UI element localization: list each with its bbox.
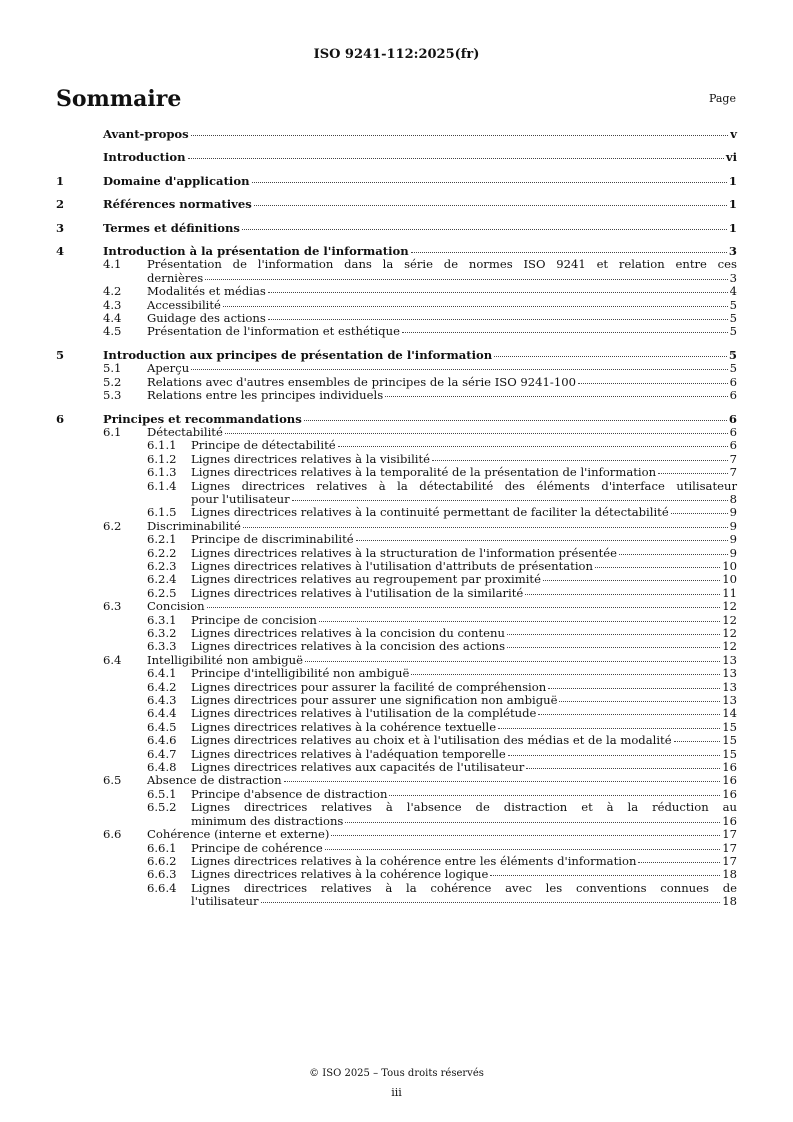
toc-dot-leader — [292, 500, 728, 501]
toc-entry-number: 6.1.4 — [147, 478, 177, 493]
toc-dot-leader — [526, 768, 720, 769]
toc-entry-title-continued: l'utilisateur — [191, 894, 259, 909]
toc-dot-leader — [223, 306, 728, 307]
toc-entry[interactable] — [56, 349, 737, 362]
toc-entry[interactable] — [56, 587, 737, 600]
toc-entry-number: 6.1.1 — [147, 438, 177, 453]
toc-entry[interactable] — [56, 175, 737, 188]
toc-dot-leader — [345, 822, 720, 823]
toc-entry[interactable] — [56, 312, 737, 325]
toc-entry-number: 5.3 — [103, 388, 122, 403]
toc-entry-title: Introduction à la présentation de l'information — [103, 244, 409, 259]
toc-entry-page: 12 — [722, 626, 737, 640]
toc-dot-leader — [268, 319, 728, 320]
toc-entry-page: 6 — [729, 374, 737, 389]
toc-dot-leader — [432, 460, 728, 461]
toc-dot-leader — [538, 714, 720, 715]
toc-dot-leader — [254, 205, 727, 206]
toc-entry-number: 6.6.1 — [147, 840, 177, 855]
toc-entry-number: 6.4.6 — [147, 733, 177, 748]
toc-entry-page: 13 — [722, 652, 737, 667]
toc-entry-title: Lignes directrices relatives à la structuration de l'information présentée — [191, 545, 617, 560]
toc-dot-leader — [331, 835, 720, 836]
toc-entry-number: 6.4.3 — [147, 693, 177, 708]
toc-dot-leader — [658, 473, 728, 474]
toc-entry-title: Références normatives — [103, 197, 252, 212]
toc-entry-title: Lignes directrices relatives à l'utilisation de la complétude — [191, 706, 537, 721]
toc-dot-leader — [508, 755, 720, 756]
toc-entry[interactable] — [56, 466, 737, 479]
toc-entry[interactable] — [56, 748, 737, 761]
toc-entry[interactable] — [56, 151, 737, 164]
page-title: Sommaire — [56, 86, 182, 112]
toc-entry-page: 6 — [729, 388, 737, 403]
toc-entry-title: Domaine d'application — [103, 173, 250, 188]
toc-entry-title: Introduction aux principes de présentation de l'information — [103, 347, 493, 362]
toc-entry-title: Principe d'absence de distraction — [191, 786, 388, 801]
toc-dot-leader — [252, 182, 727, 183]
toc-entry-page: 16 — [722, 760, 737, 775]
toc-dot-leader — [411, 674, 720, 675]
toc-dot-leader — [243, 527, 728, 528]
toc-entry-number: 6.4.4 — [147, 706, 177, 721]
toc-entry-page: 11 — [722, 585, 737, 600]
toc-entry-page: 5 — [729, 361, 737, 376]
toc-entry-title: Lignes directrices relatives à la concision des actions — [191, 639, 506, 654]
toc-entry-page: 13 — [722, 679, 737, 694]
toc-entry[interactable] — [56, 245, 737, 258]
toc-dot-leader — [402, 332, 728, 333]
toc-entry-page: 8 — [729, 491, 737, 506]
toc-entry-title: Lignes directrices relatives à la détectabilité des éléments d'interface utilisateur — [191, 478, 737, 493]
toc-entry-page: 18 — [722, 867, 737, 882]
toc-entry[interactable] — [56, 627, 737, 640]
toc-entry-page: 10 — [722, 558, 737, 573]
toc-entry-title: Principe de concision — [191, 612, 317, 627]
toc-entry-number: 6.3 — [103, 599, 122, 614]
toc-entry-page: 3 — [728, 244, 737, 259]
toc-entry[interactable] — [56, 362, 737, 375]
page-number: iii — [391, 1086, 402, 1099]
toc-entry-page: 9 — [729, 505, 737, 520]
toc-entry-title-continued: pour l'utilisateur — [191, 491, 290, 506]
toc-entry-number: 6.4.5 — [147, 719, 177, 734]
toc-entry-number: 6.2.5 — [147, 585, 177, 600]
toc-dot-leader — [188, 158, 724, 159]
toc-entry-page: 9 — [729, 545, 737, 560]
toc-entry-number: 6.6.3 — [147, 867, 177, 882]
toc-entry-title-continued: dernières — [147, 270, 204, 285]
toc-dot-leader — [638, 862, 720, 863]
toc-entry-title: Lignes directrices pour assurer une signification non ambiguë — [191, 693, 558, 708]
toc-entry-number: 6.1 — [103, 424, 122, 439]
toc-entry-title: Relations entre les principes individuels — [147, 388, 384, 403]
toc-entry-number: 4.1 — [103, 257, 122, 272]
toc-entry-title: Cohérence (interne et externe) — [147, 827, 330, 842]
toc-entry-title: Lignes directrices relatives à la concision du contenu — [191, 626, 505, 640]
toc-entry[interactable] — [56, 325, 737, 338]
toc-entry-page: 13 — [722, 666, 737, 681]
toc-entry-title: Aperçu — [147, 361, 190, 376]
toc-entry-title: Lignes directrices relatives à la temporalité de la présentation de l'information — [191, 465, 657, 480]
toc-entry-title: Présentation de l'information et esthétique — [147, 324, 400, 339]
toc-entry-title: Principe de discriminabilité — [191, 532, 354, 547]
toc-entry-page: 14 — [722, 706, 737, 721]
toc-dot-leader — [268, 292, 728, 293]
toc-entry-number: 6.3.3 — [147, 639, 177, 654]
toc-entry[interactable] — [56, 774, 737, 787]
toc-entry[interactable] — [56, 376, 737, 389]
toc-entry[interactable] — [56, 801, 737, 828]
toc-entry[interactable] — [56, 299, 737, 312]
toc-entry-number: 6.4 — [103, 652, 122, 667]
toc-entry-page: v — [730, 127, 737, 141]
toc-entry-title: Avant-propos — [103, 127, 189, 141]
toc-dot-leader — [191, 369, 727, 370]
toc-entry-number: 6.4.2 — [147, 679, 177, 694]
toc-entry[interactable] — [56, 721, 737, 734]
toc-dot-leader — [205, 279, 727, 280]
toc-entry-page: 17 — [722, 840, 737, 855]
toc-entry-number: 6.2.2 — [147, 545, 177, 560]
toc-entry-number: 6.2 — [103, 518, 122, 533]
toc-entry-page: 3 — [729, 270, 737, 285]
toc-entry-number: 6.2.4 — [147, 572, 177, 587]
toc-entry[interactable] — [56, 761, 737, 774]
toc-dot-leader — [543, 580, 720, 581]
toc-entry-title: Principe de détectabilité — [191, 438, 336, 453]
toc-entry[interactable] — [56, 640, 737, 653]
toc-dot-leader — [548, 688, 720, 689]
toc-entry[interactable] — [56, 855, 737, 868]
toc-dot-leader — [411, 252, 727, 253]
toc-entry[interactable] — [56, 654, 737, 667]
copyright-footer: © ISO 2025 – Tous droits réservés — [309, 1068, 484, 1079]
toc-entry-title: Lignes directrices relatives à l'utilisation d'attributs de présentation — [191, 558, 593, 573]
toc-entry[interactable] — [56, 258, 737, 285]
toc-entry[interactable] — [56, 222, 737, 235]
toc-entry-number: 6.4.1 — [147, 666, 177, 681]
toc-entry-number: 6.4.7 — [147, 746, 177, 761]
toc-entry[interactable] — [56, 506, 737, 519]
toc-entry-number: 6.1.2 — [147, 451, 177, 466]
toc-entry-number: 2 — [56, 197, 65, 212]
toc-entry-number: 6.5 — [103, 773, 122, 788]
toc-entry-number: 6.3.2 — [147, 626, 177, 640]
toc-dot-leader — [389, 795, 720, 796]
toc-entry[interactable] — [56, 882, 737, 909]
toc-entry-number: 6.2.3 — [147, 558, 177, 573]
toc-entry-page: 1 — [728, 173, 737, 188]
toc-entry-page: 16 — [722, 813, 737, 828]
toc-dot-leader — [319, 621, 720, 622]
toc-entry[interactable] — [56, 520, 737, 533]
toc-entry-number: 6.1.5 — [147, 505, 177, 520]
toc-dot-leader — [356, 540, 728, 541]
toc-entry-title: Lignes directrices relatives à l'adéquation temporelle — [191, 746, 506, 761]
toc-entry-page: 13 — [722, 693, 737, 708]
toc-entry[interactable] — [56, 480, 737, 507]
toc-entry-number: 4 — [56, 244, 65, 259]
toc-entry-title: Présentation de l'information dans la série de normes ISO 9241 et relation entre ces — [147, 257, 737, 272]
toc-entry-title: Termes et définitions — [103, 220, 240, 235]
toc-entry[interactable] — [56, 533, 737, 546]
toc-entry-title: Lignes directrices relatives à l'utilisation de la similarité — [191, 585, 524, 600]
toc-dot-leader — [284, 781, 721, 782]
toc-entry[interactable] — [56, 560, 737, 573]
toc-dot-leader — [305, 661, 720, 662]
toc-entry[interactable] — [56, 614, 737, 627]
toc-entry-number: 4.3 — [103, 297, 122, 312]
toc-entry-title: Lignes directrices relatives à l'absence de distraction et à la réduction au — [191, 800, 737, 815]
toc-entry-number: 4.2 — [103, 284, 122, 299]
toc-entry-page: 4 — [729, 284, 737, 299]
toc-entry[interactable] — [56, 828, 737, 841]
toc-entry-page: 17 — [722, 827, 737, 842]
toc-entry[interactable] — [56, 198, 737, 211]
toc-entry-page: 17 — [722, 853, 737, 868]
toc-dot-leader — [207, 607, 721, 608]
toc-entry-title: Concision — [147, 599, 205, 614]
toc-entry-page: 12 — [722, 612, 737, 627]
toc-dot-leader — [385, 396, 727, 397]
toc-entry-page: 15 — [722, 746, 737, 761]
toc-entry-number: 6.6 — [103, 827, 122, 842]
toc-dot-leader — [494, 356, 727, 357]
toc-dot-leader — [559, 701, 720, 702]
toc-entry-number: 6.6.2 — [147, 853, 177, 868]
table-of-contents — [56, 128, 737, 909]
toc-entry[interactable] — [56, 600, 737, 613]
toc-dot-leader — [525, 594, 720, 595]
toc-entry[interactable] — [56, 547, 737, 560]
toc-entry-page: 9 — [729, 518, 737, 533]
toc-entry-page: 9 — [729, 532, 737, 547]
toc-entry-page: 7 — [729, 465, 737, 480]
toc-entry-number: 5.1 — [103, 361, 122, 376]
toc-dot-leader — [671, 513, 728, 514]
toc-entry-page: 15 — [722, 733, 737, 748]
toc-entry-number: 6.4.8 — [147, 760, 177, 775]
toc-entry-title: Principe d'intelligibilité non ambiguë — [191, 666, 410, 681]
toc-entry-title: Modalités et médias — [147, 284, 266, 299]
toc-entry-title: Lignes directrices relatives au choix et à l'utilisation des médias et de la modalité — [191, 733, 672, 748]
toc-dot-leader — [338, 446, 728, 447]
toc-dot-leader — [225, 433, 728, 434]
toc-entry-title: Lignes directrices relatives au regroupement par proximité — [191, 572, 541, 587]
toc-entry[interactable] — [56, 667, 737, 680]
toc-dot-leader — [507, 634, 720, 635]
toc-entry-title: Lignes directrices relatives à la cohérence entre les éléments d'information — [191, 853, 637, 868]
toc-entry-title: Lignes directrices relatives à la cohérence textuelle — [191, 719, 497, 734]
toc-entry-page: 6 — [728, 411, 737, 426]
toc-entry-number: 6.5.1 — [147, 786, 177, 801]
toc-dot-leader — [498, 728, 720, 729]
toc-entry-title: Lignes directrices relatives aux capacités de l'utilisateur — [191, 760, 525, 775]
toc-dot-leader — [619, 554, 728, 555]
toc-entry-page: 16 — [722, 773, 737, 788]
toc-entry-number: 5 — [56, 347, 65, 362]
toc-entry[interactable] — [56, 389, 737, 402]
toc-entry-number: 1 — [56, 173, 65, 188]
toc-entry-number: 3 — [56, 220, 65, 235]
toc-entry[interactable] — [56, 681, 737, 694]
toc-entry-title: Détectabilité — [147, 424, 223, 439]
toc-entry-title: Guidage des actions — [147, 311, 266, 326]
toc-entry-title: Accessibilité — [147, 297, 221, 312]
toc-entry[interactable] — [56, 573, 737, 586]
toc-entry[interactable] — [56, 285, 737, 298]
toc-dot-leader — [507, 647, 720, 648]
toc-entry-number: 5.2 — [103, 374, 122, 389]
toc-entry-page: 16 — [722, 786, 737, 801]
toc-entry-page: 18 — [722, 894, 737, 909]
toc-entry-number: 6.2.1 — [147, 532, 177, 547]
toc-entry-number: 6 — [56, 411, 65, 426]
toc-entry-title: Principe de cohérence — [191, 840, 323, 855]
toc-dot-leader — [595, 567, 720, 568]
toc-entry-page: 7 — [729, 451, 737, 466]
toc-entry-page: 12 — [722, 599, 737, 614]
toc-entry[interactable] — [56, 868, 737, 881]
toc-entry-page: 1 — [728, 197, 737, 212]
toc-entry[interactable] — [56, 694, 737, 707]
toc-entry[interactable] — [56, 788, 737, 801]
toc-entry-title: Relations avec d'autres ensembles de principes de la série ISO 9241-100 — [147, 374, 576, 389]
toc-entry[interactable] — [56, 842, 737, 855]
toc-dot-leader — [261, 902, 721, 903]
page-column-label: Page — [708, 92, 736, 105]
toc-dot-leader — [191, 135, 729, 136]
toc-entry-page: 5 — [728, 347, 737, 362]
toc-entry-number: 6.3.1 — [147, 612, 177, 627]
toc-entry-page: 1 — [728, 220, 737, 235]
toc-entry-title: Lignes directrices relatives à la cohérence avec les conventions connues de — [191, 880, 737, 895]
toc-entry[interactable] — [56, 426, 737, 439]
toc-entry-title: Absence de distraction — [147, 773, 282, 788]
toc-entry-title: Lignes directrices relatives à la continuité permettant de faciliter la détectabilité — [191, 505, 669, 520]
toc-entry-title: Intelligibilité non ambiguë — [147, 652, 303, 667]
toc-dot-leader — [490, 875, 720, 876]
toc-entry-number: 4.5 — [103, 324, 122, 339]
toc-entry-title: Introduction — [103, 150, 186, 165]
toc-entry-title: Lignes directrices relatives à la cohérence logique — [191, 867, 489, 882]
toc-entry[interactable] — [56, 453, 737, 466]
toc-entry-page: 15 — [722, 719, 737, 734]
document-id-header: ISO 9241-112:2025(fr) — [313, 47, 480, 62]
toc-entry-number: 6.1.3 — [147, 465, 177, 480]
toc-entry-page: 5 — [729, 311, 737, 326]
toc-entry-number: 6.6.4 — [147, 880, 177, 895]
toc-entry[interactable] — [56, 439, 737, 452]
toc-entry[interactable] — [56, 128, 737, 141]
toc-dot-leader — [674, 741, 721, 742]
toc-entry-title: Discriminabilité — [147, 518, 241, 533]
toc-entry-number: 6.5.2 — [147, 800, 177, 815]
toc-entry-page: 6 — [729, 438, 737, 453]
toc-entry-page: vi — [725, 150, 737, 165]
toc-entry-page: 12 — [722, 639, 737, 654]
toc-dot-leader — [325, 849, 721, 850]
toc-entry[interactable] — [56, 734, 737, 747]
toc-entry-page: 5 — [729, 297, 737, 312]
toc-entry-title: Lignes directrices relatives à la visibilité — [191, 451, 431, 466]
toc-entry-title: Lignes directrices pour assurer la facilité de compréhension — [191, 679, 547, 694]
toc-dot-leader — [304, 420, 727, 421]
toc-entry-page: 10 — [722, 572, 737, 587]
toc-dot-leader — [242, 229, 727, 230]
toc-dot-leader — [578, 383, 728, 384]
toc-entry[interactable] — [56, 413, 737, 426]
toc-entry[interactable] — [56, 707, 737, 720]
toc-entry-title: Principes et recommandations — [103, 411, 302, 426]
toc-entry-page: 6 — [729, 424, 737, 439]
toc-entry-title-continued: minimum des distractions — [191, 813, 344, 828]
toc-entry-number: 4.4 — [103, 311, 122, 326]
toc-entry-page: 5 — [729, 324, 737, 339]
